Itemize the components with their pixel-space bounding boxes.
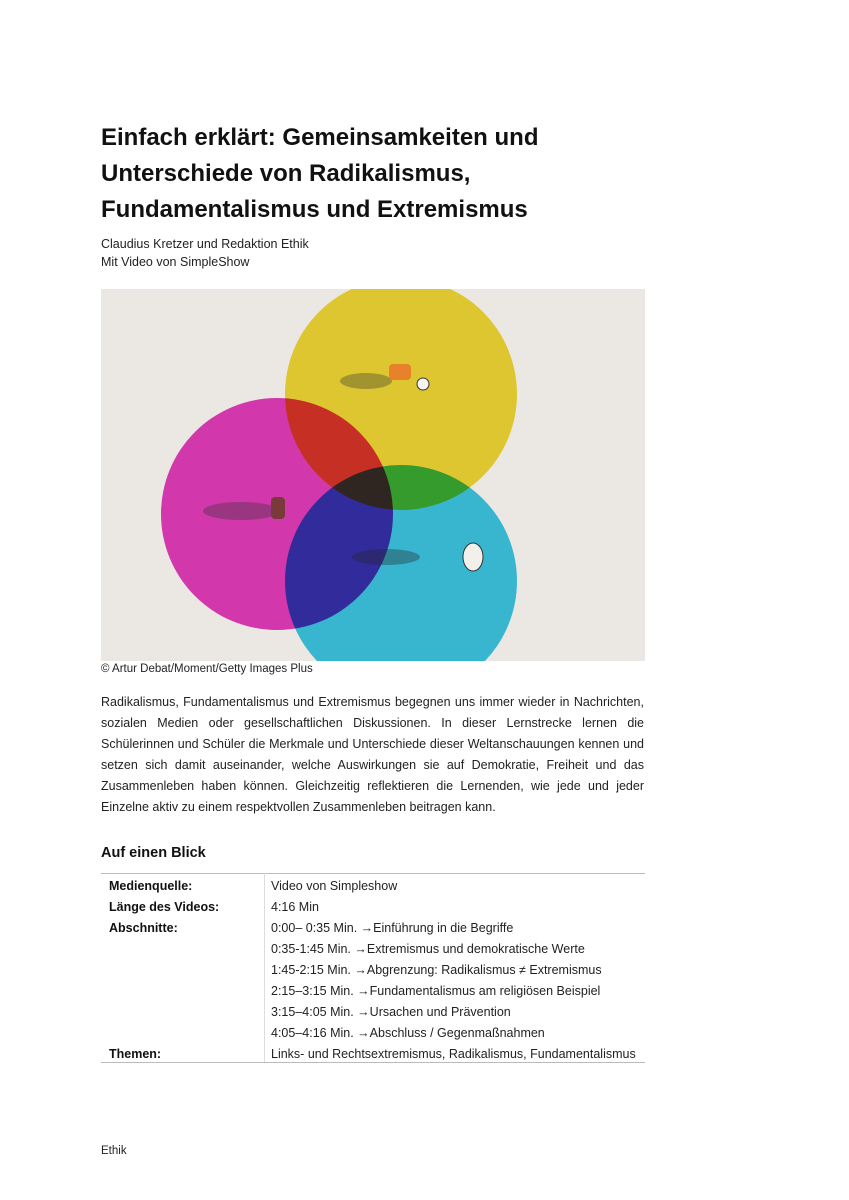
table-row [101, 918, 645, 939]
image-caption: © Artur Debat/Moment/Getty Images Plus [101, 663, 313, 675]
table-rule-bottom [101, 1062, 645, 1063]
abschnitt-item: 1:45-2:15 Min. →Abgrenzung: Radikalismus ≠ Extremismus [271, 963, 602, 977]
laenge-value: 4:16 Min [271, 900, 319, 914]
table-row [101, 960, 645, 981]
table-row [101, 873, 645, 897]
overlapping-circles-photo [101, 289, 645, 661]
document-title [101, 120, 661, 228]
medienquelle-value: Video von Simpleshow [271, 879, 398, 893]
themen-value: Links- und Rechtsextremismus, Radikalismus, Fundamentalismus [271, 1047, 636, 1061]
page-footer: Ethik [101, 1145, 127, 1157]
video-credit: Mit Video von SimpleShow [101, 255, 250, 269]
abschnitte-label: Abschnitte: [109, 921, 178, 935]
medienquelle-label: Medienquelle: [109, 879, 193, 893]
table-row [101, 939, 645, 960]
authors: Claudius Kretzer und Redaktion Ethik [101, 237, 309, 251]
title-line: Fundamentalismus und Extremismus [101, 196, 528, 223]
table-row [101, 1002, 645, 1023]
abschnitt-item: 4:05–4:16 Min. →Abschluss / Gegenmaßnahmen [271, 1026, 545, 1040]
table-row [101, 897, 645, 918]
overview-heading: Auf einen Blick [101, 845, 206, 861]
abschnitt-item: 0:00– 0:35 Min. →Einführung in die Begriffe [271, 921, 514, 935]
themen-label: Themen: [109, 1047, 162, 1061]
intro-paragraph: Radikalismus, Fundamentalismus und Extremismus begegnen uns immer wieder in Nachrichten, sozialen Medien oder gesellschaftlichen Diskussionen. In dieser Lernstrecke lernen die Schülerinnen und Schüler die Merkmale und Unterschiede dieser Weltanschauungen kennen und setzen sich damit auseinander, welche Auswirkungen sie auf Demokratie, Freiheit und das Zusammenleben haben können. Gleichzeitig reflektieren die Lernenden, wie jede und jeder Einzelne aktiv zu einem respektvollen Zusammenleben beitragen kann. [101, 695, 644, 814]
abschnitt-item: 0:35-1:45 Min. →Extremismus und demokratische Werte [271, 942, 585, 956]
title-line: Einfach erklärt: Gemeinsamkeiten und [101, 124, 539, 151]
overview-table [101, 873, 645, 1065]
laenge-label: Länge des Videos: [109, 900, 220, 914]
abschnitt-item: 2:15–3:15 Min. →Fundamentalismus am religiösen Beispiel [271, 984, 601, 998]
cover-image [101, 289, 645, 661]
table-row [101, 981, 645, 1002]
author-block [101, 235, 309, 271]
abschnitt-item: 3:15–4:05 Min. →Ursachen und Prävention [271, 1005, 511, 1019]
title-line: Unterschiede von Radikalismus, [101, 160, 471, 187]
table-row [101, 1023, 645, 1044]
